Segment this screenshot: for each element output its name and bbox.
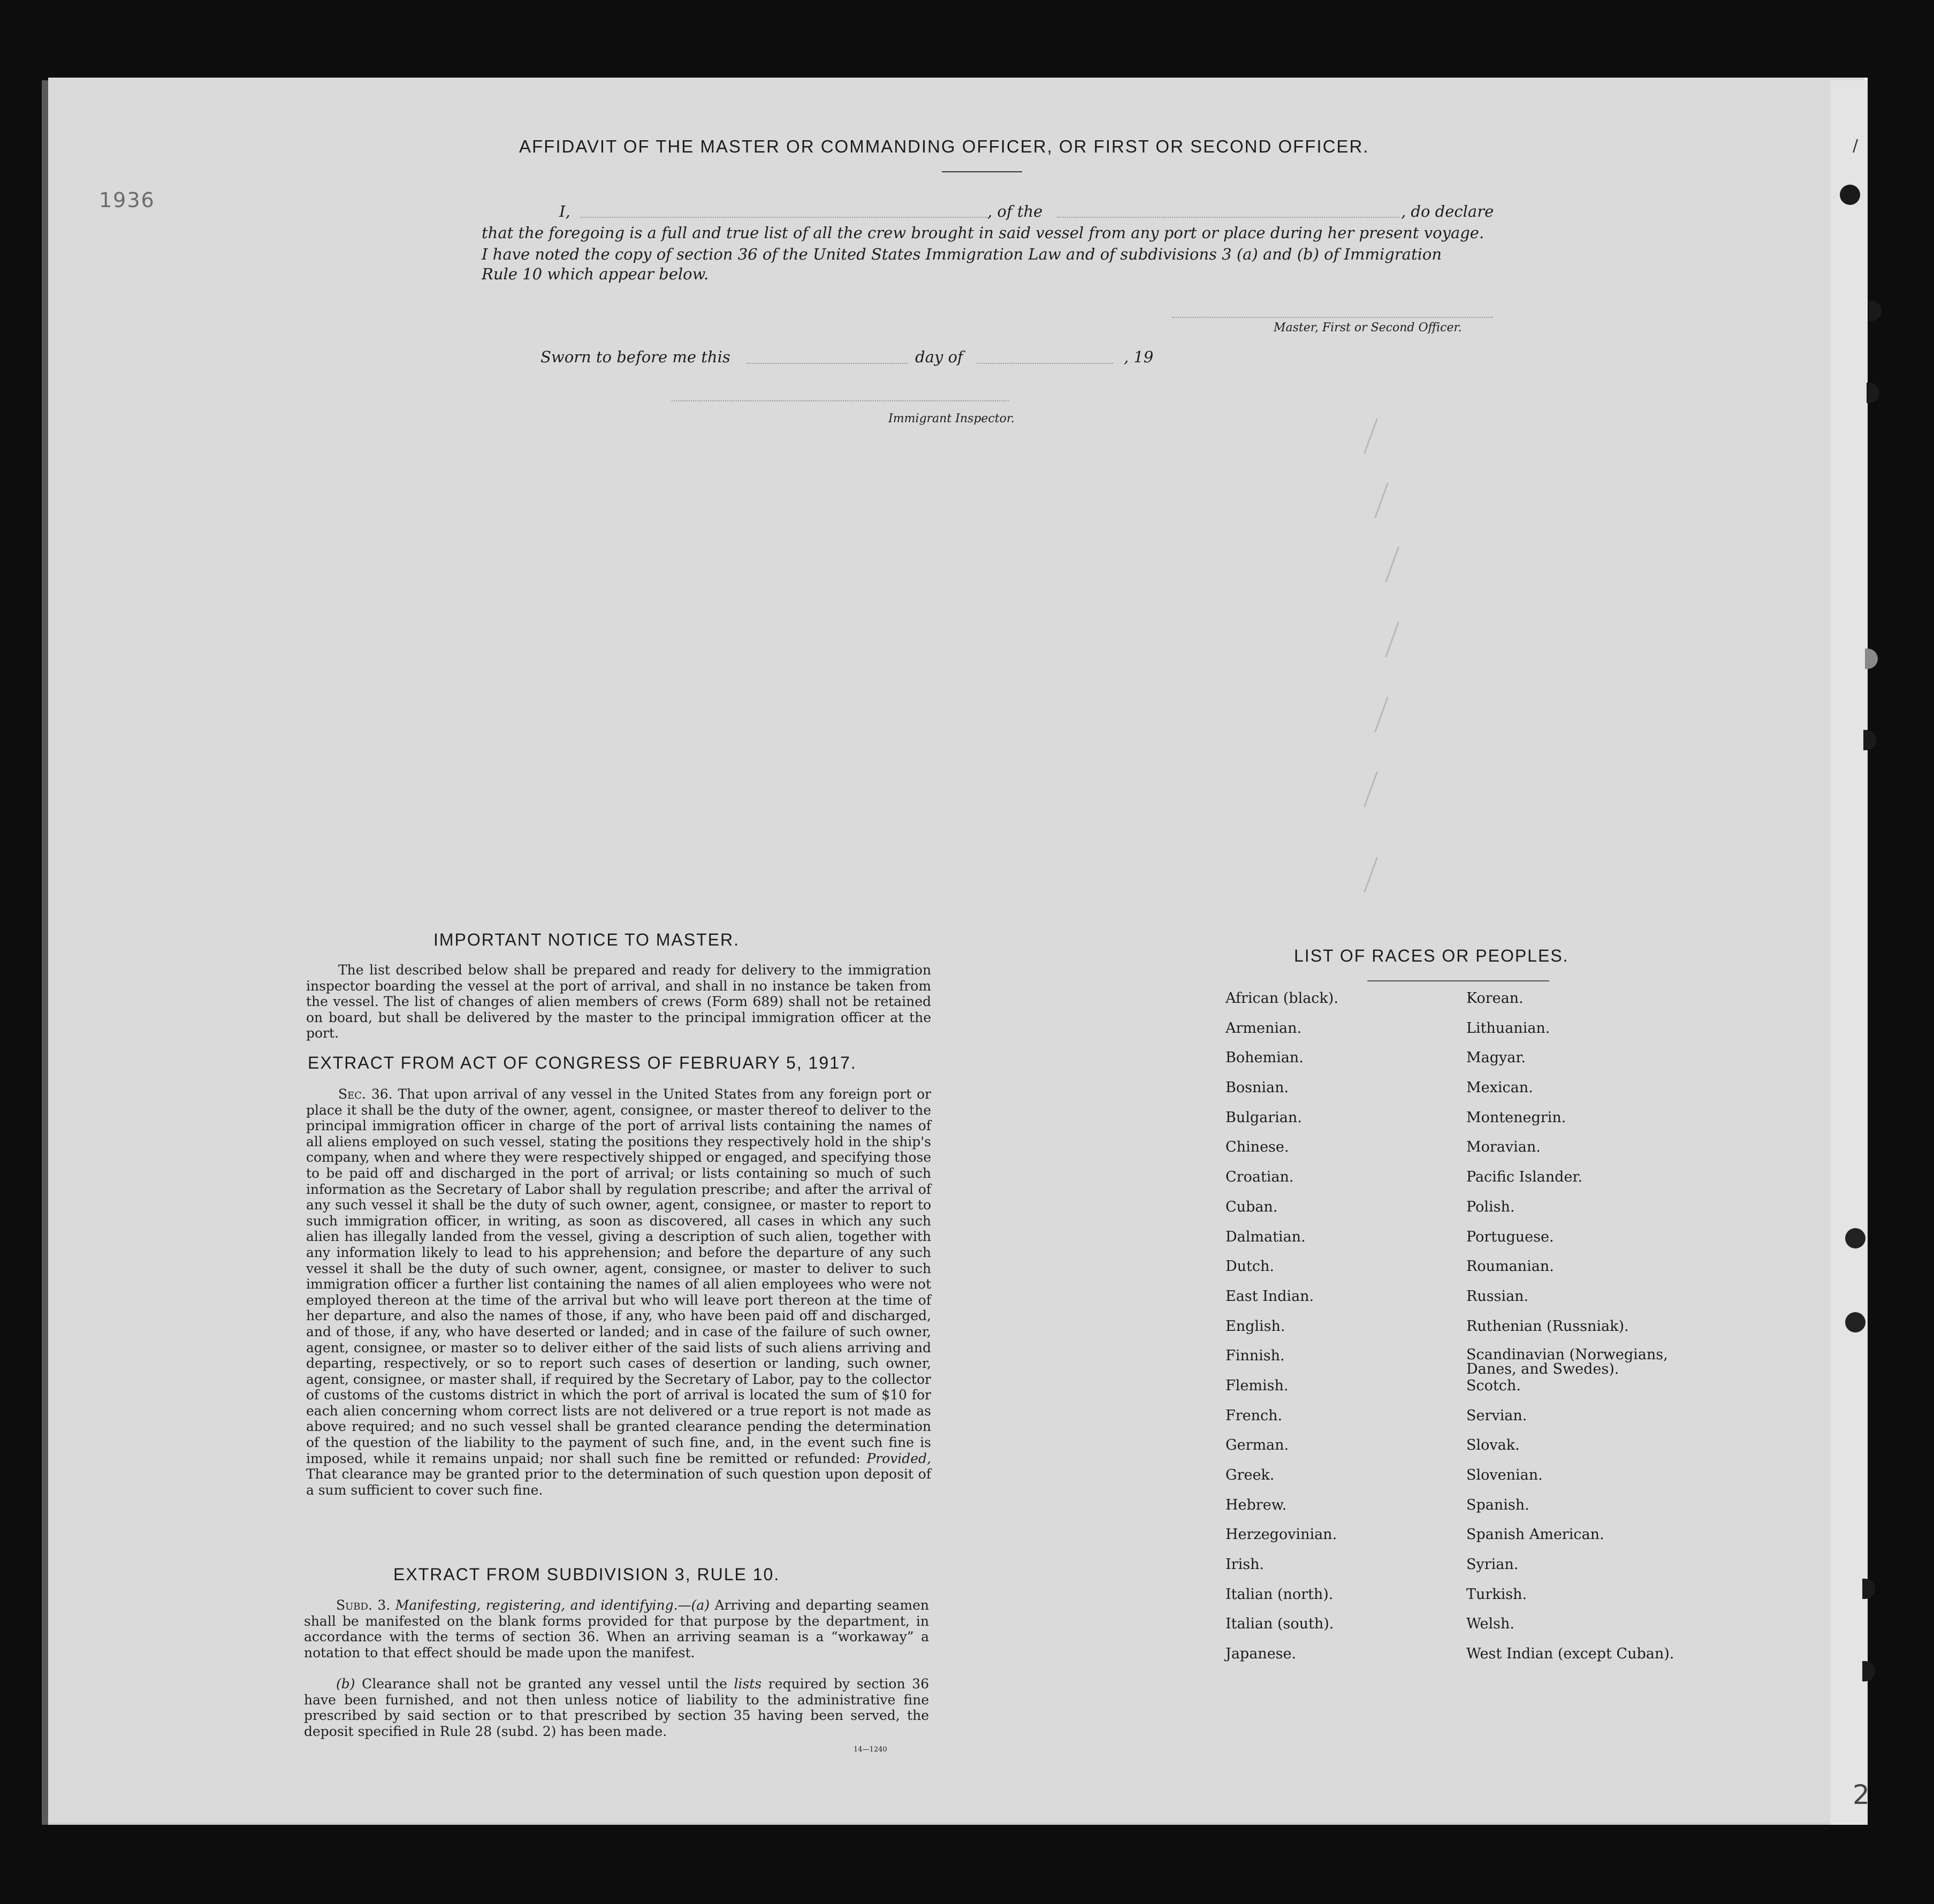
race-item: Korean. [1466,990,1524,1007]
race-item: Montenegrin. [1466,1109,1566,1126]
para-b-text-pre: Clearance shall not be granted any vessel until the [362,1676,727,1692]
sheet-fold [1830,80,1868,1825]
divider [942,171,1022,172]
race-item: Mexican. [1466,1079,1533,1096]
affidavit-title: AFFIDAVIT OF THE MASTER OR COMMANDING OFFICER, OR FIRST OR SECOND OFFICER. [519,136,1369,156]
rule-extract-title: EXTRACT FROM SUBDIVISION 3, RULE 10. [393,1565,780,1584]
race-item: Spanish. [1466,1496,1529,1513]
day-of-text: day of [915,348,963,366]
affidavit-declare: , do declare [1401,202,1494,220]
subd-heading: Manifesting, registering, and identifying. [395,1597,678,1613]
binder-hole-icon [1862,1661,1875,1681]
notice-title: IMPORTANT NOTICE TO MASTER. [433,930,740,949]
races-left-column [1225,990,1338,1675]
race-item: Spanish American. [1466,1526,1604,1543]
binder-hole-icon [1863,730,1876,750]
provided-text: Provided, [866,1450,932,1466]
binder-hole-icon [1862,1579,1875,1599]
act-extract-title: EXTRACT FROM ACT OF CONGRESS OF FEBRUARY 5, 1917. [308,1053,857,1072]
race-item: Slovenian. [1466,1467,1543,1483]
race-item: Roumanian. [1466,1258,1554,1275]
race-item: Lithuanian. [1466,1019,1550,1037]
race-item: Irish. [1225,1556,1265,1573]
day-blank-line [747,363,907,364]
binder-hole-icon [1869,301,1882,321]
notice-text: The list described below shall be prepared and ready for delivery to the immigration inspector boarding the vessel at the port of arrival, and shall in no instance be taken from the vessel. The list of changes of alien members of crews (Form 689) shall not be retained on board, but shall be delivered by the master to the principal immigration officer at the port. [306,962,931,1041]
race-item: Flemish. [1225,1377,1289,1394]
binder-hole-icon [1867,383,1879,403]
race-item: Herzegovinian. [1225,1526,1337,1543]
subd-label: Subd. 3. [336,1597,391,1613]
race-item: Hebrew. [1225,1496,1287,1513]
race-item: Chinese. [1225,1139,1289,1156]
race-item: Bosnian. [1225,1079,1289,1096]
binder-hole-icon [1845,1228,1866,1248]
race-item: Dalmatian. [1225,1228,1306,1245]
races-right-column [1466,990,1712,1675]
race-item: French. [1225,1407,1283,1424]
race-item: Welsh. [1466,1616,1514,1633]
affidavit-of-the: , of the [987,202,1043,220]
para-a-marker: (a) [691,1597,710,1613]
para-b-text-post: required by section 36 have been furnished, and not then unless notice of liability to the administrative fine prescribed by said section or to that prescribed by section 35 having been served, the deposit specified in Rule 28 (subd. 2) has been made. [304,1676,929,1739]
race-item: African (black). [1225,990,1338,1007]
race-item: West Indian (except Cuban). [1466,1646,1674,1663]
signature-caption: Master, First or Second Officer. [1274,321,1462,334]
race-item: Scotch. [1466,1377,1521,1394]
race-item: Russian. [1466,1288,1529,1305]
race-item: Syrian. [1466,1556,1519,1573]
race-item: Scandinavian (Norwegians, Danes, and Swedes). [1466,1346,1668,1378]
name-blank-line [581,217,987,218]
race-item: Ruthenian (Russniak). [1466,1317,1629,1335]
race-item: Polish. [1466,1198,1515,1215]
affidavit-line-3: I have noted the copy of section 36 of the United States Immigration Law and of subdivisions 3 (a) and (b) of Immigration [482,245,1442,263]
binder-hole-icon [1840,185,1860,205]
notice-body [306,962,931,1041]
rule-extract-para-b [304,1676,929,1739]
sworn-text: Sworn to before me this [540,348,730,366]
race-item: Armenian. [1225,1019,1302,1037]
month-blank-line [977,363,1113,364]
act-extract-body [306,1086,931,1498]
rule-extract-para-a: Subd. 3. Manifesting, registering, and identifying.—(a) Arriving and departing seamen shall be manifested on the blank forms provided for that purpose by the department, in accordance with the terms of section 36. When an arriving seaman is a “workaway” a notation to that effect should be made upon the manifest. [304,1597,929,1661]
race-item: German. [1225,1437,1289,1454]
section-text: That upon arrival of any vessel in the United States from any foreign port or place it shall be the duty of the owner, agent, consignee, or master thereof to deliver to the principal immigration officer in charge of the port of arrival lists containing the names of all aliens employed on such vessel, stating the positions they respectively hold in the ship's company, when and where they were respectively shipped or engaged, and specifying those to be paid off and discharged in the port of arrival; or lists containing so much of such information as the Secretary of Labor shall by regulation prescribe; and after the arrival of any such vessel it shall be the duty of such owner, agent, consignee, or master to report to such immigration officer, in writing, as soon as discovered, all cases in which any such alien has illegally landed from the vessel, giving a description of such alien, together with any information likely to lead to his apprehension; and before the departure of any such vessel it shall be the duty of such owner, agent, consignee, or master to deliver to such immigration officer a further list containing the names of all alien employees who were not employed thereon at the time of the arrival but who will leave port thereon at the time of her departure, and also the names of those, if any, who have been paid off and discharged, and of those, if any, who have deserted or landed; and in case of the failure of such owner, agent, consignee, or master so to deliver either of the said lists of such aliens arriving and departing, respectively, or so to report such cases of desertion or landing, such owner, agent, consignee, or master shall, if required by the Secretary of Labor, pay to the collector of customs of the customs district in which the port of arrival is located the sum of $10 for each alien concerning whom correct lists are not delivered or a true report is not made as above required; and no such vessel shall be granted clearance pending the determination of the question of the liability to the payment of such fine, and, in the event such fine is imposed, while it remains unpaid; nor shall such fine be remitted or refunded: [306,1086,932,1466]
inspector-blank-line [672,400,1009,401]
race-item: Greek. [1225,1467,1275,1483]
stamp-number: 1936 [99,188,155,212]
binder-hole-icon [1865,649,1878,669]
inspector-caption: Immigrant Inspector. [888,412,1015,425]
para-a-text: Arriving and departing seamen shall be manifested on the blank forms provided for that purpose by the department, in accordance with the terms of section 36. When an arriving seaman is a “workaway” a notation to that effect should be made upon the manifest. [304,1597,929,1661]
divider [1367,980,1549,981]
affidavit-line-4: Rule 10 which appear below. [482,265,709,283]
tick-mark: / [1853,136,1859,155]
para-b-marker: (b) [336,1676,355,1692]
race-item: Bohemian. [1225,1049,1304,1067]
race-item: Italian (north). [1225,1586,1334,1603]
binder-hole-icon [1845,1312,1866,1332]
race-item: Bulgarian. [1225,1109,1302,1126]
race-item: Magyar. [1466,1049,1526,1067]
vessel-blank-line [1057,217,1399,218]
affidavit-i: I, [559,202,570,220]
races-title: LIST OF RACES OR PEOPLES. [1294,946,1569,965]
race-item: Pacific Islander. [1466,1169,1582,1186]
race-item: Slovak. [1466,1437,1520,1454]
signature-blank-line [1172,317,1493,318]
race-item: Turkish. [1466,1586,1527,1603]
race-item: Finnish. [1225,1347,1285,1365]
page-edge-shadow [42,80,48,1825]
race-item: Italian (south). [1225,1616,1334,1633]
para-b-lists: lists [734,1676,762,1692]
race-item: Portuguese. [1466,1228,1554,1245]
race-item: English. [1225,1317,1285,1335]
form-code: 14—1240 [854,1746,887,1754]
section-label: Sec. 36. [338,1086,393,1102]
year-prefix: , 19 [1124,348,1154,366]
race-item: Cuban. [1225,1198,1278,1215]
page-number: 2 [1853,1779,1870,1810]
race-item: Dutch. [1225,1258,1274,1275]
race-item: Moravian. [1466,1139,1541,1156]
race-item: Croatian. [1225,1169,1294,1186]
affidavit-line-2: that the foregoing is a full and true list of all the crew brought in said vessel from any port or place during her present voyage. [482,224,1484,242]
race-item: Japanese. [1225,1646,1297,1663]
section-text-end: That clearance may be granted prior to the determination of such question upon deposit of a sum sufficient to cover such fine. [306,1466,931,1498]
race-item: Servian. [1466,1407,1527,1424]
race-item: East Indian. [1225,1288,1314,1305]
